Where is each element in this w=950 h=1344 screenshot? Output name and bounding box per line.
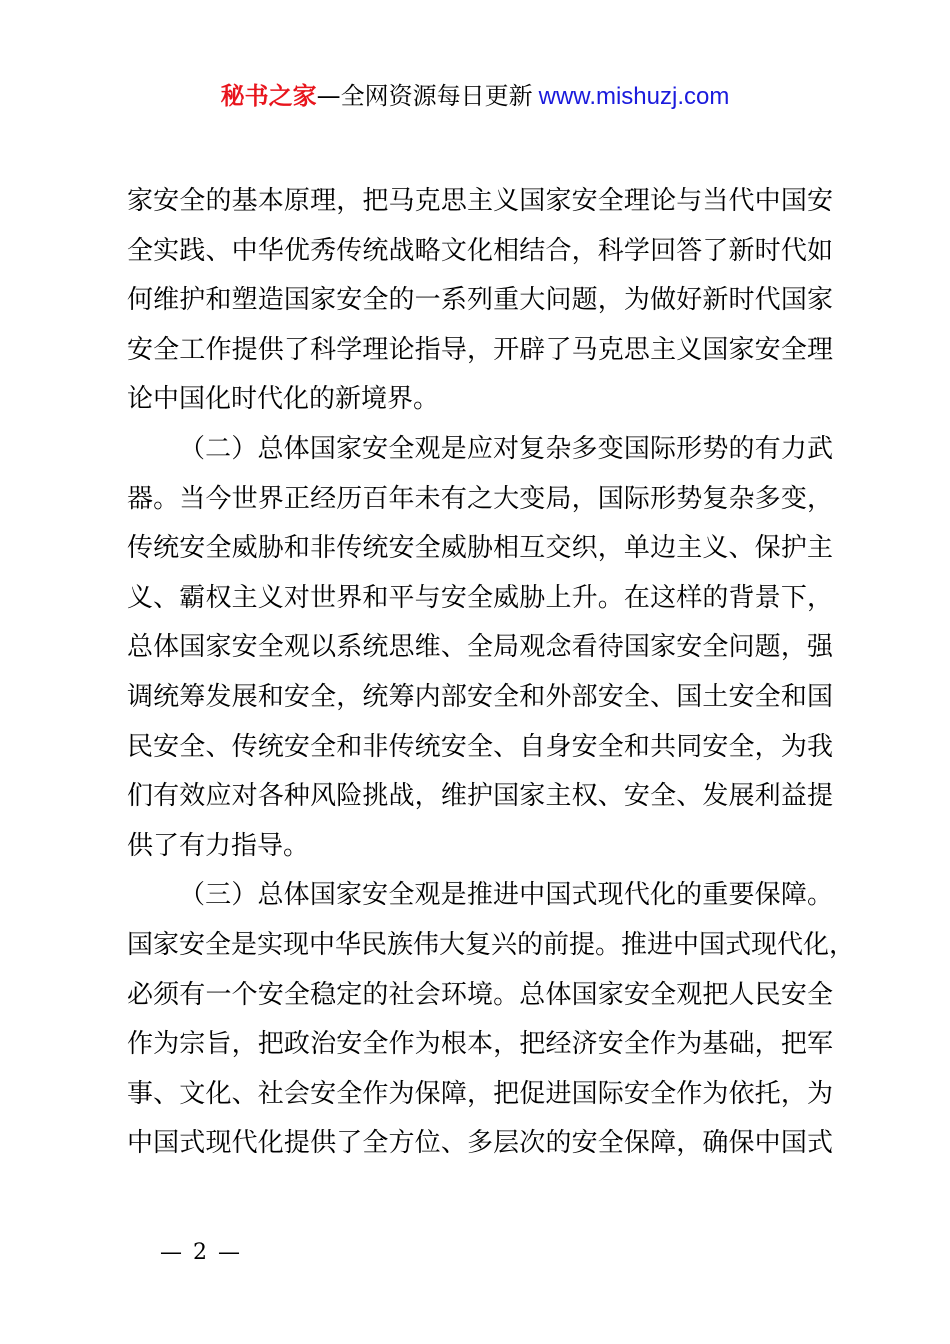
text-line: 必须有一个安全稳定的社会环境。总体国家安全观把人民安全 <box>127 979 833 1010</box>
text-line: 家安全的基本原理，把马克思主义国家安全理论与当代中国安 <box>127 186 833 216</box>
section-heading-3: （三）总体国家安全观是推进中国式现代化的重要保障。 <box>179 880 833 911</box>
site-url-link[interactable]: www.mishuzj.com <box>538 83 730 110</box>
site-header <box>0 78 950 115</box>
text-line: 何维护和塑造国家安全的一系列重大问题，为做好新时代国家 <box>127 285 833 316</box>
text-line: 作为宗旨，把政治安全作为根本，把经济安全作为基础，把军 <box>127 1029 833 1060</box>
text-line: 中国式现代化提供了全方位、多层次的安全保障，确保中国式 <box>127 1128 833 1159</box>
text-line: 传统安全威胁和非传统安全威胁相互交织，单边主义、保护主 <box>127 533 833 564</box>
text-line: 事、文化、社会安全作为保障，把促进国际安全作为依托，为 <box>127 1078 833 1109</box>
text-line: 总体国家安全观以系统思维、全局观念看待国家安全问题，强 <box>127 632 833 663</box>
document-body <box>127 177 856 1169</box>
text-line: 们有效应对各种风险挑战，维护国家主权、安全、发展利益提 <box>127 781 833 812</box>
text-line: 调统筹发展和安全，统筹内部安全和外部安全、国土安全和国 <box>127 681 833 712</box>
text-line: 论中国化时代化的新境界。 <box>127 384 440 415</box>
section-heading-2: （二）总体国家安全观是应对复杂多变国际形势的有力武 <box>179 433 833 464</box>
page-number: — 2 — <box>160 1240 242 1265</box>
header-slogan: —全网资源每日更新 <box>316 82 533 110</box>
text-line: 民安全、传统安全和非传统安全、自身安全和共同安全，为我 <box>127 731 833 762</box>
text-line: 器。当今世界正经历百年未有之大变局，国际形势复杂多变， <box>127 483 833 514</box>
text-line: 供了有力指导。 <box>127 830 310 861</box>
text-line: 国家安全是实现中华民族伟大复兴的前提。推进中国式现代化， <box>127 929 856 960</box>
brand-name: 秘书之家 <box>220 82 317 110</box>
text-line: 安全工作提供了科学理论指导，开辟了马克思主义国家安全理 <box>127 334 833 365</box>
text-line: 义、霸权主义对世界和平与安全威胁上升。在这样的背景下， <box>127 582 833 613</box>
text-line: 全实践、中华优秀传统战略文化相结合，科学回答了新时代如 <box>127 235 833 266</box>
